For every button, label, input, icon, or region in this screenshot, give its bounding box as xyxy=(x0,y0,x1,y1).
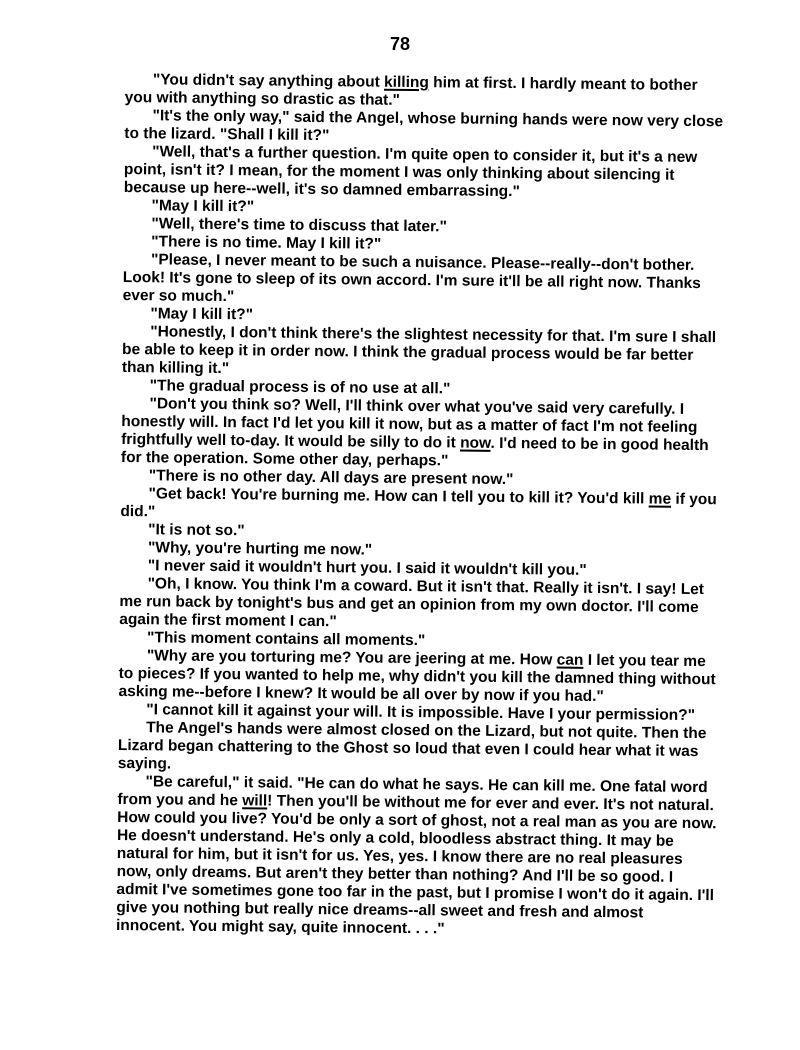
paragraph xyxy=(122,323,723,383)
text-run: if you did." xyxy=(120,490,717,521)
text-run: . I'd need to be in good health for the operation. Some other day, perhaps." xyxy=(120,434,709,470)
text-run: "Well, that's a further question. I'm quite open to consider it, but it's a new point, isn't it? I mean, for the moment I was only thinking about silencing it because up here--well, it's so damned embarrassing." xyxy=(123,143,698,201)
paragraph xyxy=(120,485,720,527)
text-run: "Get back! You're burning me. How can I tell you to kill it? You'd kill xyxy=(148,485,649,508)
text-run: "There is no time. May I kill it?" xyxy=(151,233,382,253)
text-run: "It's the only way," said the Angel, whose burning hands were now very close to the lizard. "Shall I kill it?" xyxy=(124,107,724,145)
paragraph xyxy=(118,719,719,779)
text-run: "There is no other day. All days are present now." xyxy=(148,467,514,489)
page-body xyxy=(116,71,725,941)
underlined-word: killing xyxy=(384,73,429,92)
text-run: "May I kill it?" xyxy=(150,305,254,324)
paragraph xyxy=(118,647,719,707)
paragraph xyxy=(116,773,718,941)
text-run: The Angel's hands were almost closed on the Lizard, but not quite. Then the Lizard began chattering to the Ghost so loud that even I could hear what it was saying. xyxy=(117,719,707,773)
text-run: ! Then you'll be without me for ever and ever. It's not natural. How could you live? You'd be only a sort of ghost, not a real man as you are now. He doesn't understand. He's only a cold, bloodless abstract thing. It may be natural for him, but it isn't for us. Yes, yes. I know there are no real pleasures now, only dreams. But aren't they better than nothing? And I'll be so good. I admit I've sometimes gone too far in the past, but I promise I won't do it again. I'll give you nothing but really nice dreams--all sweet and fresh and almost innocent. You might say, quite innocent. . . ." xyxy=(115,792,717,938)
text-run: "It is not so." xyxy=(148,521,245,540)
paragraph xyxy=(125,71,725,113)
paragraph xyxy=(124,143,725,203)
paragraph xyxy=(123,251,724,311)
underlined-word: can xyxy=(556,651,584,669)
text-run: "Oh, I know. You think I'm a coward. But it isn't that. Really it isn't. I say! Let me run back by tonight's bus and get an opinion from my own doctor. I'll come again the first moment I can." xyxy=(119,575,705,631)
paragraph xyxy=(119,575,720,635)
text-run: "The gradual process is of no use at all." xyxy=(149,377,451,398)
text-run: "Well, there's time to discuss that later." xyxy=(151,215,447,236)
paragraph xyxy=(124,107,724,149)
text-run: "Please, I never meant to be such a nuisance. Please--really--don't bother. Look! It's gone to sleep of its own accord. I'm sure it'll be all right now. Thanks ever so much." xyxy=(122,251,701,306)
underlined-word: me xyxy=(648,490,672,508)
text-run: I let you tear me to pieces? If you wanted to help me, why didn't you kill the damned thing without asking me--before I knew? It would be all over by now if you had." xyxy=(118,651,716,706)
text-run: "May I kill it?" xyxy=(151,197,255,216)
underlined-word: now xyxy=(460,434,491,452)
page-number: 78 xyxy=(389,34,411,54)
underlined-word: will xyxy=(242,792,268,810)
text-run: him at first. I hardly meant to bother you with anything so drastic as that." xyxy=(124,74,698,109)
text-run: "You didn't say anything about xyxy=(152,71,385,91)
text-run: "I never said it wouldn't hurt you. I said it wouldn't kill you." xyxy=(147,557,587,579)
text-run: "Be careful," it said. "He can do what he says. He can kill me. One fatal word from you and he xyxy=(117,773,708,810)
text-run: "Honestly, I don't think there's the slightest necessity for that. I'm sure I shall be able to keep it in order now. I think the gradual process would be far better than killing it." xyxy=(121,323,717,378)
text-run: "Why, you're hurting me now." xyxy=(147,539,373,559)
text-run: "This moment contains all moments." xyxy=(146,629,426,650)
paragraph xyxy=(121,395,722,473)
text-run: "Don't you think so? Well, I'll think over what you've said very carefully. I honestly will. In fact I'd let you kill it now, but as a matter of fact I'm not feeling frightfully well to-day. It would be silly to do it xyxy=(121,395,698,452)
text-run: "Why are you torturing me? You are jeering at me. How xyxy=(146,647,557,669)
text-run: "I cannot kill it against your will. It is impossible. Have I your permission?" xyxy=(146,701,696,725)
